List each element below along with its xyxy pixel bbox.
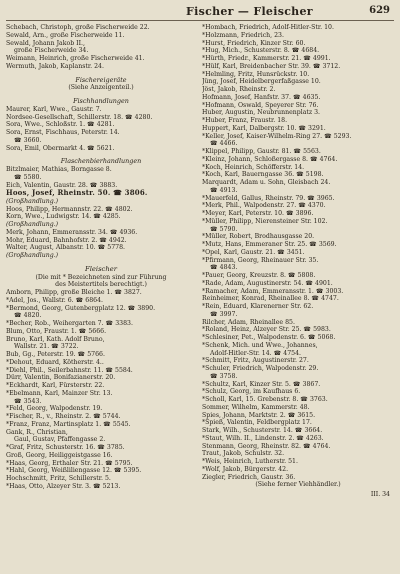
directory-entry: Korn, Wwe., Ludwigstr. 14. ☎ 4285. (6, 213, 121, 221)
directory-entry: Bub, Gg., Peterstr. 19. ☎ 5766. (6, 351, 105, 358)
directory-entry: *Diehl, Phil., Seilerbahnstr. 11. ☎ 5584. (6, 366, 133, 374)
section-note: (Siehe ferner Viehhändler.) (255, 481, 341, 489)
directory-entry: Mohr, Eduard, Bahnhofstr. 2. ☎ 4942. (6, 236, 127, 244)
directory-entry: Sommer, Wilhelm, Kammerstr. 48. (202, 403, 310, 411)
directory-entry: ☎ 4843. (210, 264, 238, 272)
directory-entry: ☎ 4913. (210, 186, 238, 194)
directory-entry: Amborn, Philipp, große Bleiche 1. ☎ 3827. (6, 289, 142, 296)
directory-entry: Bruno, Karl, Kath. Adolf Bruno, (6, 335, 105, 343)
directory-entry: *Merk, Phil., Walpodenstr. 27. ☎ 4370. (202, 202, 326, 210)
section-heading: Fischereigeräte (75, 75, 127, 84)
directory-entry: *Hurst, Friedrich, Kinzer Str. 60. (202, 39, 306, 47)
directory-entry: *Spieß, Valentin, Feldbergplatz 17. (202, 419, 312, 427)
directory-entry: (Großhandlung.) (6, 252, 59, 259)
directory-entry: *Wolf, Jakob, Bürgerstr. 42. (202, 465, 289, 473)
directory-entry: *Opel, Karl, Gaustr. 21. ☎ 3451. (202, 248, 305, 256)
directory-entry: *Hürth, Friedr., Kammerstr. 21. ☎ 4991. (202, 55, 331, 62)
left-column (6, 24, 196, 499)
page-number: 629 (369, 5, 390, 16)
directory-entry: Blum, Otto, Fraustr. 1. ☎ 5666. (6, 327, 107, 335)
directory-entry: *Graf, Fritz, Schusterstr. 16. ☎ 3785. (6, 444, 125, 451)
directory-entry: *Keller, Josef, Kaiser-Wilhelm-Ring 27. ☎ 5293. (202, 132, 352, 140)
directory-entry: *Franz, Franz, Martinsplatz 1. ☎ 5545. (6, 420, 131, 428)
directory-entry: Huber, Augustin, Neubrunnenplatz 3. (202, 109, 320, 117)
directory-entry: Sewald, Arn., große Fischerweide 11. (6, 31, 125, 39)
directory-entry: ☎ 3997. (210, 310, 238, 318)
running-title: Fischer — Fleischer (186, 5, 313, 18)
directory-entry: Sora, Wwe., Schloßstr. 1. ☎ 4281. (6, 121, 115, 129)
directory-entry: Wallstr. 21. ☎ 3722. (14, 343, 79, 351)
directory-entry: große Fischerweide 34. (14, 47, 89, 55)
directory-entry: Hofmann, Josef, Hanfstr. 37. ☎ 4635. (202, 93, 321, 101)
directory-entry: *Feld, Georg, Walpodenstr. 19. (6, 405, 103, 413)
directory-entry: Ziegler, Friedrich, Gaustr. 36. (202, 473, 296, 481)
spacer (6, 260, 196, 263)
directory-entry: ☎ 4466. (210, 140, 238, 148)
directory-entry: *Adel, Jos., Wallstr. 6. ☎ 6864. (6, 296, 103, 304)
directory-entry: Walter, August, Albanstr. 10. ☎ 5778. (6, 244, 125, 252)
directory-entry: *Schlesiner, Pet., Walpodenstr. 6. ☎ 5068. (202, 334, 336, 341)
directory-entry: *Hofmann, Oswald, Speyerer Str. 76. (202, 101, 319, 109)
directory-entry: Rilcher, Adam, Rheinallee 85. (202, 318, 295, 326)
directory-entry: *Holzmann, Friedrich, 23. (202, 31, 284, 39)
directory-entry: *Schenk, Mich. und Wwe., Johannes, (202, 341, 318, 349)
directory-entry: *Mauerfeld, Gallus, Rheinstr. 79. ☎ 3965. (202, 194, 335, 202)
directory-entry: *Fischer, R., v., Rheinstr. 2. ☎ 5744. (6, 413, 121, 420)
directory-entry: Huppert, Karl, Dalbergstr. 10. ☎ 3291. (202, 124, 326, 132)
directory-entry: *Pfirmann, Georg, Rheinauer Str. 35. (202, 256, 319, 264)
directory-entry: *Huber, Franz, Fraustr. 18. (202, 117, 288, 124)
directory-entry: Hoos, Philipp, Hermannstr. 22. ☎ 4802. (6, 205, 133, 213)
directory-entry: *Meyer, Karl, Peterstr. 10. ☎ 3896. (202, 210, 314, 217)
spacer (6, 152, 196, 155)
directory-entry: Gaul, Gustav, Pfaffengasse 2. (14, 436, 106, 444)
columns (6, 24, 394, 499)
directory-entry: Nordsee-Gesellschaft, Schillerstr. 18. ☎ 4280. (6, 113, 153, 121)
directory-entry: *Bermond, Georg, Gutenbergplatz 12. ☎ 3890. (6, 304, 156, 312)
directory-entry: ☎ 3543. (14, 397, 42, 405)
directory-entry: *Weis, Heinrich, Lutherstr. 51. (202, 458, 298, 465)
directory-entry: *Schuler, Friedrich, Walpodenstr. 29. (202, 365, 319, 372)
section-note: (Siehe Anzeigenteil.) (68, 84, 134, 92)
directory-entry: ☎ 4820. (14, 312, 42, 320)
directory-entry: Stark, Wilh., Schusterstr. 14. ☎ 3664. (202, 427, 323, 434)
directory-entry: *Scholl, Karl, 15. Grebenstr. 8. ☎ 3763. (202, 396, 328, 403)
directory-entry: *Dehout, Eduard, Kötherstr. 4.. (6, 358, 104, 366)
directory-entry: Maurer, Karl, Wwe., Gaustr. 7. (6, 105, 102, 113)
directory-entry: *Becher, Rob., Weihergarten 7. ☎ 3383. (6, 320, 133, 327)
directory-entry: *Eckhardt, Karl, Fürsterstr. 22. (6, 382, 105, 389)
directory-entry: Dürr, Valentin, Bonifazianerstr. 20. (6, 374, 116, 382)
directory-entry: *Hülf, Karl, Breidenbacher Str. 39. ☎ 3712. (202, 62, 341, 70)
directory-entry: *Müller, Philipp, Nierensteiner Str. 102. (202, 217, 328, 225)
spacer (6, 92, 196, 95)
directory-entry: Jüng, Josef, Heidelbergerfaßgasse 10. (202, 78, 321, 86)
directory-entry: *Haas, Otto, Alzeyer Str. 3. ☎ 5213. (6, 482, 121, 490)
directory-entry: *Klippel, Philipp, Gaustr. 81. ☎ 5563. (202, 148, 321, 155)
directory-entry: *Schulz, Georg, im Kaufhaus 6. (202, 388, 301, 396)
directory-entry: Sora, Emil, Obermarkt 4. ☎ 5621. (6, 144, 115, 152)
directory-entry: Traut, Jakob, Schulstr. 32. (202, 450, 285, 458)
directory-entry: Groß, Georg, Heiliggeistgasse 16. (6, 451, 113, 459)
directory-entry: ☎ 5790. (210, 225, 238, 233)
directory-entry: *Hug, Mich., Schusterstr. 8. ☎ 4684. (202, 47, 320, 55)
sheet-mark: III. 34 (370, 491, 390, 498)
directory-entry: *Müller, Robert, Brodhausgasse 20. (202, 233, 315, 241)
page-header (6, 4, 394, 21)
section-note: (Die mit * Bezeichneten sind zur Führung (35, 273, 167, 281)
directory-entry: Reinheimer, Konrad, Rheinallee 8. ☎ 4747. (202, 295, 339, 303)
section-heading: Fleischer (84, 264, 118, 273)
spacer (6, 71, 196, 74)
section-heading: Flaschenbierhandlungen (60, 157, 142, 166)
directory-entry: Marquardt, Adam u. Sohn, Gleisbach 24. (202, 179, 331, 186)
right-column (202, 24, 394, 499)
directory-entry: Wermuth, Jakob, Kaplanstr. 24. (6, 62, 104, 70)
directory-entry: *Ebelmann, Karl, Mainzer Str. 13. (6, 389, 113, 397)
directory-entry: (Großhandlung.) (6, 221, 59, 228)
directory-entry: ☎ 5580. (14, 173, 42, 181)
directory-entry: *Rein, Eduard, Klarenerner Str. 62. (202, 303, 314, 310)
directory-entry: *Helmling, Fritz, Hunsrückstr. 10. (202, 70, 310, 78)
directory-entry: *Koch, Heinrich, Schöfferstr. 14. (202, 163, 305, 171)
directory-entry: ☎ 3660. (14, 136, 42, 144)
directory-entry: *Ramacher, Adam, Emmeransstr. 1. ☎ 3003. (202, 287, 344, 295)
directory-entry: *Pauer, Georg, Kreuzstr. 8. ☎ 5808. (202, 272, 316, 279)
directory-entry: Bitzlmaier, Mathias, Borngasse 8. (6, 166, 112, 173)
directory-entry: Eich, Valentin, Gaustr. 28. ☎ 3883. (6, 181, 118, 189)
directory-entry: Hochschmitt, Fritz, Schillerstr. 5. (6, 475, 111, 482)
directory-entry: *Schmitt, Fritz, Augustinerstr. 27. (202, 357, 309, 365)
directory-entry: *Rade, Adam, Augustinerstr. 54. ☎ 4901. (202, 279, 333, 287)
section-heading: Fischhandlungen (73, 97, 129, 105)
directory-entry: Sora, Ernst, Fischhaus, Peterstr. 14. (6, 129, 120, 136)
directory-entry: *Mutz, Hans, Emmeraner Str. 25. ☎ 3569. (202, 241, 337, 248)
directory-entry: ☎ 3758. (210, 372, 238, 380)
directory-entry: Merk, Johann, Emmeransstr. 34. ☎ 4936. (6, 228, 138, 236)
directory-entry: Hoos, Josef, Rheinstr. 50. ☎ 3806. (6, 189, 148, 198)
directory-entry: Jöst, Jakob, Rheinstr. 2. (202, 86, 276, 93)
directory-entry: Weimann, Heinrich, große Fischerweide 41. (6, 55, 145, 62)
directory-entry: *Koch, Karl, Bauerngasse 36. ☎ 5198. (202, 171, 324, 179)
directory-entry: (Großhandlung.) (6, 197, 59, 205)
directory-entry: Sewald, Johann Jakob II., (6, 39, 85, 47)
directory-entry: Schebach, Christoph, große Fischerweide 22. (6, 24, 150, 31)
directory-entry: *Staut, Wilh. II., Lindenstr. 2. ☎ 4263. (202, 434, 324, 442)
directory-entry: *Haas, Georg, Erthaler Str. 21. ☎ 5795. (6, 459, 133, 467)
directory-entry: *Roland, Heinz, Alzeyer Str. 25. ☎ 5983. (202, 326, 331, 334)
directory-entry: *Schultz, Karl, Kinzer Str. 5. ☎ 3867. (202, 380, 321, 388)
directory-entry: Adolf-Hitler-Str. 14. ☎ 4754. (210, 349, 301, 357)
directory-entry: Spies, Johann, Marktstr. 2. ☎ 3615. (202, 411, 316, 419)
directory-entry: *Hahl, Georg, Weißliliengasse 12. ☎ 5395. (6, 467, 142, 475)
directory-entry: *Kleinz, Johann, Schloßergasse 8. ☎ 4764. (202, 155, 338, 163)
directory-entry: Stenmann, Georg, Rheinstr. 82. ☎ 4764. (202, 442, 331, 450)
directory-entry: Gank, R., Christian, (6, 428, 68, 436)
directory-entry: *Hombach, Friedrich, Adolf-Hitler-Str. 10. (202, 24, 334, 31)
section-note: des Meistertitels berechtigt.) (55, 281, 147, 289)
